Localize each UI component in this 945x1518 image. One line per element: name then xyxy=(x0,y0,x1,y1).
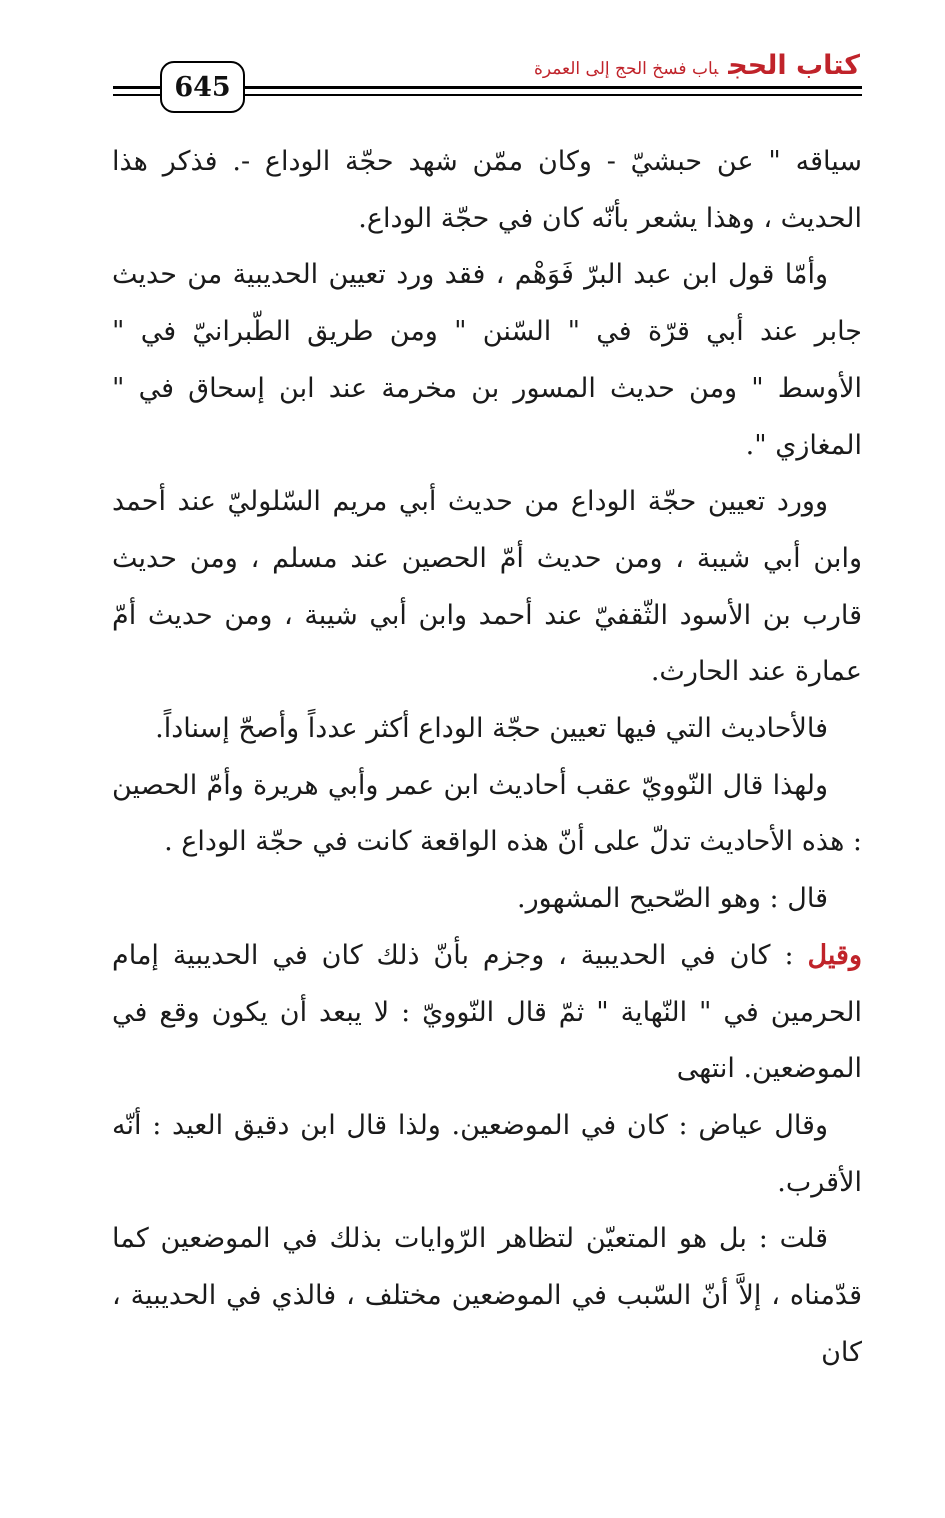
paragraph-1 xyxy=(112,134,862,247)
paragraph-text: وورد تعيين حجّة الوداع من حديث أبي مريم السّلوليّ عند أحمد وابن أبي شيبة ، ومن حديث أمّ الحصين عند مسلم ، ومن حديث قارب بن الأسود الثّقفيّ عند أحمد وابن أبي شيبة ، ومن حديث أمّ عمارة عند الحارث. xyxy=(112,486,862,688)
page-body xyxy=(112,134,862,1381)
page-number-box xyxy=(160,61,245,113)
paragraph-text: فالأحاديث التي فيها تعيين حجّة الوداع أكثر عدداً وأصحّ إسناداً. xyxy=(155,713,828,745)
paragraph-text: ولهذا قال النّوويّ عقب أحاديث ابن عمر وأبي هريرة وأمّ الحصين : هذه الأحاديث تدلّ على أنّ هذه الواقعة كانت في حجّة الوداع . xyxy=(112,769,862,858)
paragraph-text: وأمّا قول ابن عبد البرّ فَوَهْم ، فقد ورد تعيين الحديبية من حديث جابر عند أبي قرّة في " السّنن " ومن طريق الطّبرانيّ في " الأوسط " ومن حديث المسور بن مخرمة عند ابن إسحاق في " المغازي ". xyxy=(112,259,862,461)
paragraph-6 xyxy=(112,871,862,928)
paragraph-text: : كان في الحديبية ، وجزم بأنّ ذلك كان في الحديبية إمام الحرمين في " النّهاية " ثمّ قال النّوويّ : لا يبعد أن يكون وقع في الموضعين. انتهى xyxy=(112,939,862,1085)
paragraph-2 xyxy=(112,247,862,474)
paragraph-4 xyxy=(112,701,862,758)
paragraph-5 xyxy=(112,758,862,871)
chapter-title: باب فسخ الحج إلى العمرة xyxy=(533,59,719,79)
paragraph-text: قلت : بل هو المتعيّن لتظاهر الرّوايات بذلك في الموضعين كما قدّمناه ، إلاَّ أنّ السّبب في الموضعين مختلف ، فالذي في الحديبية ، كان xyxy=(112,1223,862,1368)
page-number: 645 xyxy=(174,71,231,103)
paragraph-text: وقال عياض : كان في الموضعين. ولذا قال ابن دقيق العيد : أنّه الأقرب. xyxy=(112,1109,862,1198)
paragraph-keyword: وقيل xyxy=(807,939,862,971)
book-title: كتاب الحج xyxy=(728,50,860,81)
paragraph-text: سياقه " عن حبشيّ - وكان ممّن شهد حجّة الوداع -. فذكر هذا الحديث ، وهذا يشعر بأنّه كان في حجّة الوداع. xyxy=(112,146,862,234)
paragraph-8 xyxy=(112,1098,862,1211)
paragraph-text: قال : وهو الصّحيح المشهور. xyxy=(517,883,828,915)
running-header xyxy=(534,52,860,79)
paragraph-3 xyxy=(112,474,862,701)
header-rule-right xyxy=(245,86,862,96)
paragraph-7 xyxy=(112,928,862,1098)
paragraph-9 xyxy=(112,1211,862,1381)
page-header xyxy=(0,0,945,120)
header-rule-left xyxy=(113,86,160,96)
